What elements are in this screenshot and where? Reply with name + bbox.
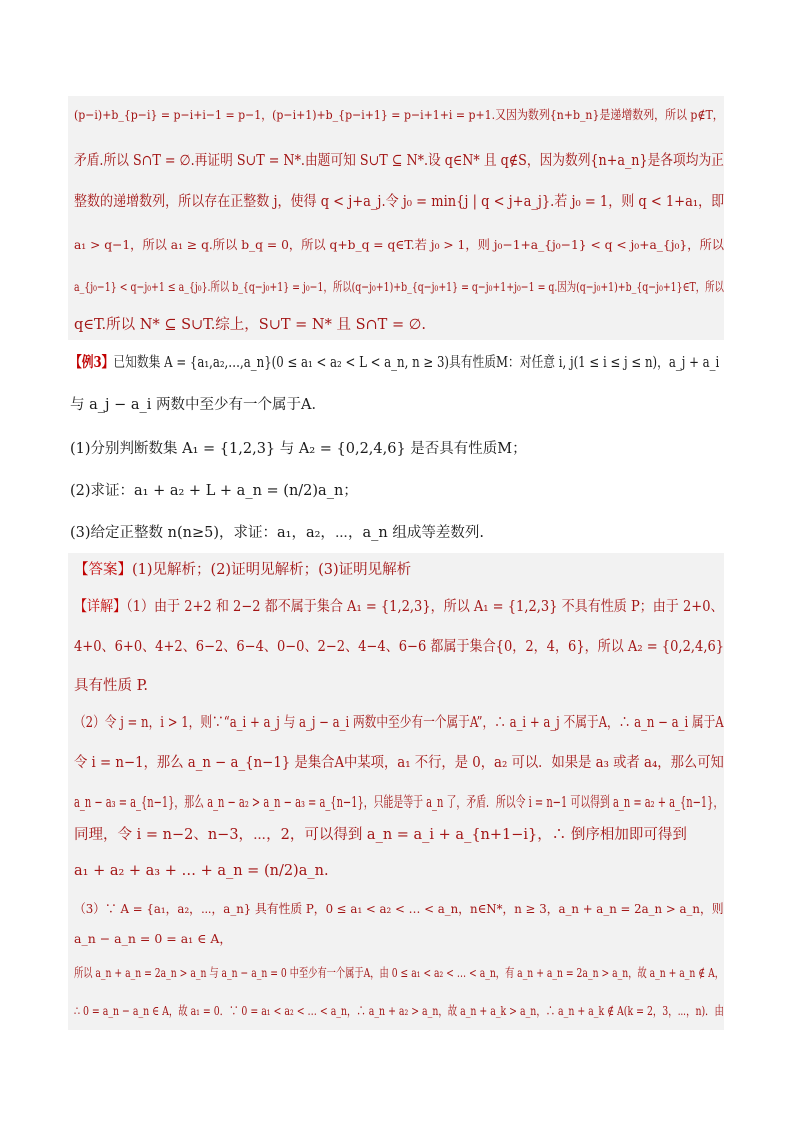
solution-line: a_{j₀−1} < q−j₀+1 ≤ a_{j₀}.所以 b_{q−j₀+1} = j₀−1，所以(q−j₀+1)+b_{q−j₀+1} = q−j₀+1+j₀−1 = q.因为(q−j₀+1)+b_{q−j₀+1}∈T，所以 — [74, 279, 724, 294]
detail-line: 具有性质 P. — [74, 678, 149, 694]
detail-line: 4+0、6+0、4+2、6−2、6−4、0−0、2−2、4−4、6−6 都属于集合{0，2，4，6}，所以 A₂ = {0,2,4,6} — [74, 639, 725, 655]
answer-tag: 【答案】 — [74, 562, 132, 578]
solution-continuation-block — [68, 96, 724, 340]
solution-line: 矛盾.所以 S∩T = ∅.再证明 S∪T = N*.由题可知 S∪T ⊆ N*.设 q∈N* 且 q∉S，因为数列{n+a_n}是各项均为正 — [74, 153, 724, 169]
detail-line: 令 i = n−1，那么 a_n − a_{n−1} 是集合A中某项，a₁ 不行，是 0，a₂ 可以．如果是 a₃ 或者 a₄，那么可知 — [74, 755, 724, 771]
detail-line: 所以 a_n + a_n = 2a_n > a_n 与 a_n − a_n = 0 中至少有一个属于A，由 0 ≤ a₁ < a₂ < … < a_n，有 a_n + a_n = 2a_n > a_n，故 a_n + a_n ∉ A， — [74, 965, 724, 980]
detail-line: a_n − a_n = 0 = a₁ ∈ A， — [74, 931, 232, 946]
question-1: (1)分别判断数集 A₁ = {1,2,3} 与 A₂ = {0,2,4,6} 是否具有性质M； — [70, 441, 527, 457]
question-3: (3)给定正整数 n(n≥5)，求证：a₁，a₂，⋯，a_n 组成等差数列. — [70, 525, 484, 541]
solution-line: 整数的递增数列，所以存在正整数 j，使得 q < j+a_j.令 j₀ = min{j | q < j+a_j}.若 j₀ = 1，则 q < 1+a₁，即 — [74, 194, 725, 210]
detail-line: a₁ + a₂ + a₃ + … + a_n = (n/2)a_n. — [74, 863, 329, 879]
example-statement: 已知数集 A = {a₁,a₂,…,a_n}(0 ≤ a₁ < a₂ < L < a_n, n ≥ 3)具有性质M：对任意 i, j(1 ≤ i ≤ j ≤ n)，a_j + a_i — [113, 355, 720, 371]
detail-tag: 【详解】 — [74, 599, 127, 615]
detail-text: （1）由于 2+2 和 2−2 都不属于集合 A₁ = {1,2,3}，所以 A₁ = {1,2,3} 不具有性质 P；由于 2+0、 — [126, 599, 724, 615]
detail-line: ∴ 0 = a_n − a_n ∈ A，故 a₁ = 0．∵ 0 = a₁ < a₂ < … < a_n，∴ a_n + a₂ > a_n，故 a_n + a_k > a_n，∴ a_n + a_k ∉ A(k = 2，3，⋯，n)．由 — [74, 1003, 724, 1018]
answer-line — [74, 561, 411, 579]
detail-line-1 — [74, 598, 724, 616]
example-tag: 【例3】 — [70, 354, 114, 371]
solution-line: q∈T.所以 N* ⊆ S∪T.综上，S∪T = N* 且 S∩T = ∅. — [74, 317, 426, 333]
solution-line: (p−i)+b_{p−i} = p−i+i−1 = p−1，(p−i+1)+b_{p−i+1} = p−i+1+i = p+1.又因为数列{n+b_n}是递增数列，所以 p∉T， — [74, 107, 724, 122]
example-line-2: 与 a_j − a_i 两数中至少有一个属于A． — [70, 397, 326, 413]
example-line-1 — [70, 354, 719, 372]
solution-line: a₁ > q−1，所以 a₁ ≥ q.所以 b_q = 0，所以 q+b_q = q∈T.若 j₀ > 1，则 j₀−1+a_{j₀−1} < q < j₀+a_{j₀}，所以 — [74, 237, 724, 252]
detail-line: （3）∵ A = {a₁，a₂，⋯，a_n} 具有性质 P，0 ≤ a₁ < a₂ < … < a_n，n∈N*，n ≥ 3，a_n + a_n = 2a_n > a_n，则 — [74, 901, 724, 916]
answer-text: (1)见解析；(2)证明见解析；(3)证明见解析 — [132, 562, 412, 578]
question-2: (2)求证：a₁ + a₂ + L + a_n = (n/2)a_n； — [70, 483, 358, 499]
answer-detail-block — [68, 553, 724, 1030]
detail-line: （2）令 j = n，i > 1，则∵“a_i + a_j 与 a_j − a_i 两数中至少有一个属于A”，∴ a_i + a_j 不属于A，∴ a_n − a_i 属于A — [74, 715, 724, 731]
detail-line: 同理，令 i = n−2、n−3，⋯，2，可以得到 a_n = a_i + a_{n+1−i}，∴ 倒序相加即可得到 — [74, 827, 687, 843]
detail-line: a_n − a₃ = a_{n−1}，那么 a_n − a₂ > a_n − a₃ = a_{n−1}，只能是等于 a_n 了，矛盾．所以令 i = n−1 可以得到 a_n = a₂ + a_{n−1}， — [74, 795, 724, 811]
